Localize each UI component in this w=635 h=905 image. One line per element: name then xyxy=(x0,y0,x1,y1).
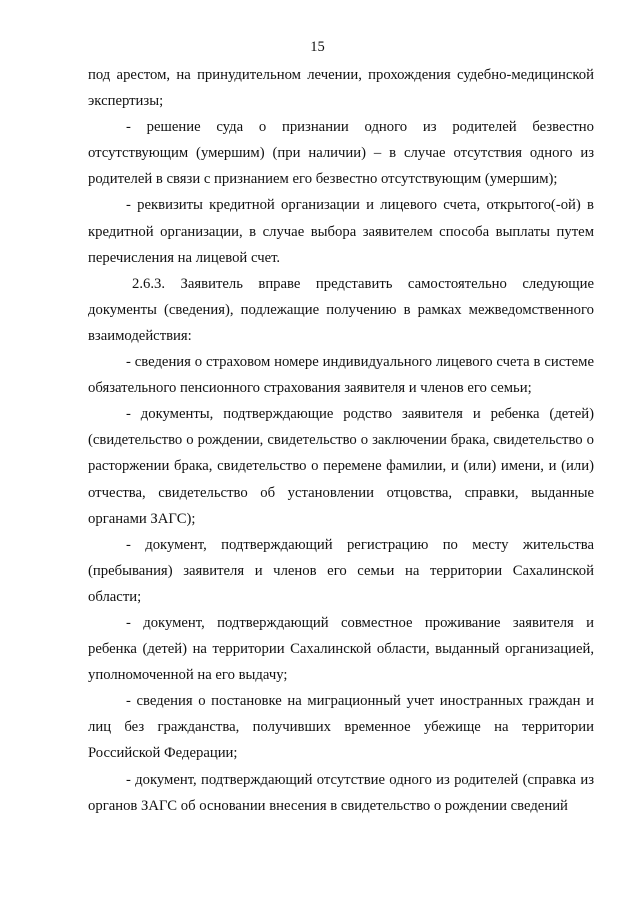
paragraph-court-decision: - решение суда о признании одного из родителей безвестно отсутствующим (умершим) (при наличии) – в случае отсутствия одного из родителей в связи с признанием его безвестно отсутствующим (умершим); xyxy=(88,119,594,188)
page-number: 15 xyxy=(310,39,325,55)
paragraph-bank-details: - реквизиты кредитной организации и лицевого счета, открытого(-ой) в кредитной организации, в случае выбора заявителем способа выплаты путем перечисления на лицевой счет. xyxy=(88,197,594,266)
paragraph-parent-absence-document: - документ, подтверждающий отсутствие одного из родителей (справка из органов ЗАГС об основании внесения в свидетельство о рождении сведений xyxy=(88,771,594,814)
paragraph-snils-info: - сведения о страховом номере индивидуального лицевого счета в системе обязательного пенсионного страхования заявителя и членов его семьи; xyxy=(88,354,594,397)
paragraph-registration-document: - документ, подтверждающий регистрацию по месту жительства (пребывания) заявителя и членов его семьи на территории Сахалинской области; xyxy=(88,536,594,605)
paragraph-arrest-continuation: под арестом, на принудительном лечении, прохождения судебно-медицинской экспертизы; xyxy=(88,67,594,110)
document-body xyxy=(88,62,594,819)
paragraph-cohabitation-document: - документ, подтверждающий совместное проживание заявителя и ребенка (детей) на территории Сахалинской области, выданный организацией, уполномоченной на его выдачу; xyxy=(88,614,594,684)
paragraph-migration-registration: - сведения о постановке на миграционный учет иностранных граждан и лиц без гражданства, получивших временное убежище на территории Российской Федерации; xyxy=(88,693,594,762)
paragraph-kinship-documents: - документы, подтверждающие родство заявителя и ребенка (детей) (свидетельство о рождении, свидетельство о заключении брака, свидетельство о расторжении брака, свидетельство о перемене фамилии, и (или) имени, и (или) отчества, свидетельство об установлении отцовства, справки, выданные органами ЗАГС); xyxy=(88,406,594,527)
paragraph-section-2-6-3: 2.6.3. Заявитель вправе представить самостоятельно следующие документы (сведения), подлежащие получению в рамках межведомственного взаимодействия: xyxy=(88,275,594,344)
